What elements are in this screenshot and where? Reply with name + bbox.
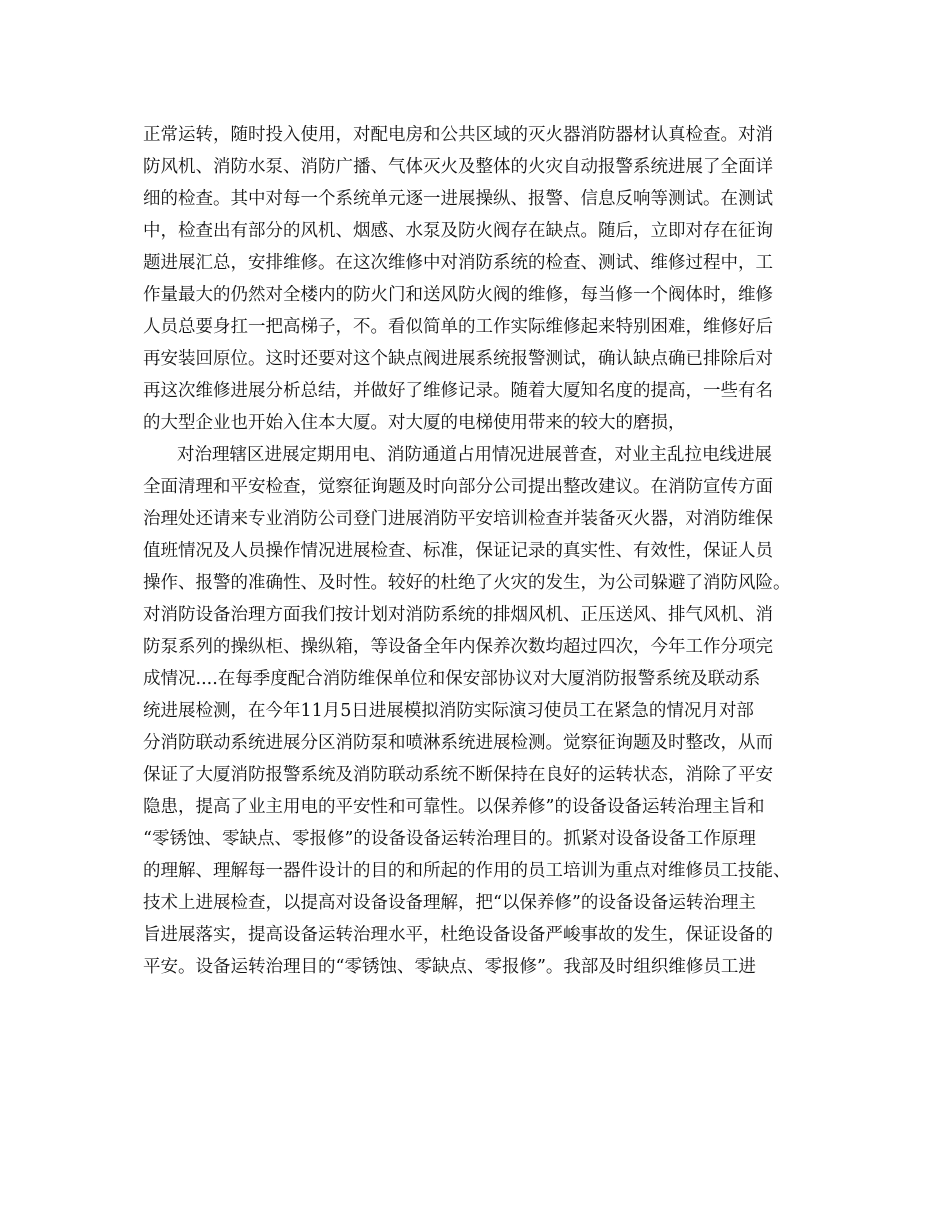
text-line: 再这次维修进展分析总结，并做好了维修记录。随着大厦知名度的提高，一些有名 xyxy=(143,381,773,401)
text-line: 保证了大厦消防报警系统及消防联动系统不断保持在良好的运转状态，消除了平安 xyxy=(143,765,773,785)
text-line: 值班情况及人员操作情况进展检查、标准，保证记录的真实性、有效性，保证人员 xyxy=(143,541,773,561)
text-line: 细的检查。其中对每一个系统单元逐一进展操纵、报警、信息反响等测试。在测试 xyxy=(143,189,773,209)
text-line: 再安装回原位。这时还要对这个缺点阀进展系统报警测试，确认缺点确已排除后对 xyxy=(143,349,773,369)
text-line: 分消防联动系统进展分区消防泵和喷淋系统进展检测。觉察征询题及时整改，从而 xyxy=(143,733,773,753)
text-line: 的大型企业也开始入住本大厦。对大厦的电梯使用带来的较大的磨损， xyxy=(143,413,686,433)
text-line: 隐患，提高了业主用电的平安性和可靠性。以保养修”的设备设备运转治理主旨和 xyxy=(143,797,765,817)
paragraph-first-line: 对治理辖区进展定期用电、消防通道占用情况进展普查，对业主乱拉电线进展 xyxy=(177,445,772,465)
text-line: 作量最大的仍然对全楼内的防火门和送风防火阀的维修，每当修一个阀体时，维修 xyxy=(143,285,773,305)
text-line: 平安。设备运转治理目的“零锈蚀、零缺点、零报修”。我部及时组织维修员工进 xyxy=(143,957,756,977)
text-line: “零锈蚀、零缺点、零报修”的设备设备运转治理目的。抓紧对设备设备工作原理 xyxy=(143,829,756,849)
text-line: 人员总要身扛一把高梯子，不。看似简单的工作实际维修起来特别困难，维修好后 xyxy=(143,317,773,337)
text-line: 对消防设备治理方面我们按计划对消防系统的排烟风机、正压送风、排气风机、消 xyxy=(143,605,773,625)
text-line: 防风机、消防水泵、消防广播、气体灭火及整体的火灾自动报警系统进展了全面详 xyxy=(143,157,773,177)
text-line: 治理处还请来专业消防公司登门进展消防平安培训检查并装备灭火器，对消防维保 xyxy=(143,509,773,529)
text-line: 成情况....在每季度配合消防维保单位和保安部协议对大厦消防报警系统及联动系 xyxy=(143,669,761,689)
text-line: 操作、报警的准确性、及时性。较好的杜绝了火灾的发生，为公司躲避了消防风险。 xyxy=(143,573,791,593)
body-text xyxy=(143,119,823,983)
text-line: 防泵系列的操纵柜、操纵箱，等设备全年内保养次数均超过四次，今年工作分项完 xyxy=(143,637,773,657)
text-line: 正常运转，随时投入使用，对配电房和公共区域的灭火器消防器材认真检查。对消 xyxy=(143,125,773,145)
text-line: 题进展汇总，安排维修。在这次维修中对消防系统的检查、测试、维修过程中，工 xyxy=(143,253,773,273)
text-line: 旨进展落实，提高设备运转治理水平，杜绝设备设备严峻事故的发生，保证设备的 xyxy=(143,925,773,945)
text-line: 全面清理和平安检查，觉察征询题及时向部分公司提出整改建议。在消防宣传方面 xyxy=(143,477,773,497)
text-line: 的理解、理解每一器件设计的目的和所起的作用的员工培训为重点对维修员工技能、 xyxy=(143,861,791,881)
text-line: 统进展检测，在今年11月5日进展模拟消防实际演习使员工在紧急的情况月对部 xyxy=(143,701,754,721)
text-line: 技术上进展检查，以提高对设备设备理解，把“以保养修”的设备设备运转治理主 xyxy=(143,893,756,913)
text-line: 中，检查出有部分的风机、烟感、水泵及防火阀存在缺点。随后，立即对存在征询 xyxy=(143,221,773,241)
